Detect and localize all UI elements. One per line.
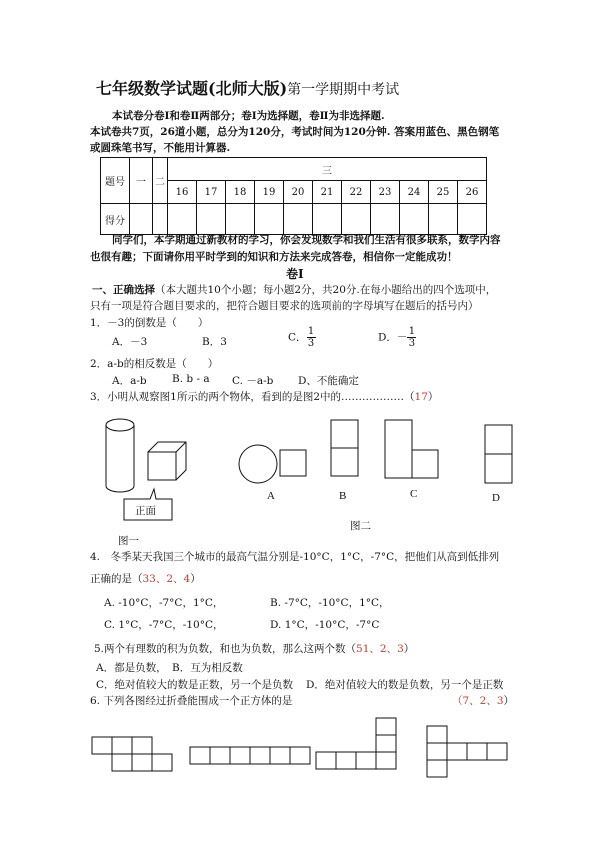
figure-2-caption: 图二 xyxy=(350,520,371,532)
q5-option-a: A．都是负数， xyxy=(96,662,167,674)
section-title: 卷Ⅰ xyxy=(286,267,304,281)
title-main: 七年级数学试题(北师大版) xyxy=(96,79,288,98)
encouragement-line-2: 也很有趣；下面请你用平时学到的知识和方法来完成答卷，相信你一定能成功！ xyxy=(90,251,458,263)
label-c: C xyxy=(410,488,418,500)
row-label-score: 得分 xyxy=(101,204,130,235)
figure-1-caption: 图一 xyxy=(118,535,139,547)
q4-option-b: B. -7°C，-10°C，1°C， xyxy=(270,597,390,609)
q2-option-c: C. －a-b xyxy=(232,375,274,387)
title-sub: 第一学期期中考试 xyxy=(287,82,400,98)
part1-desc-2: 只有一项是符合题目要求的，把符合题目要求的选项前的字母填写在题后的括号内） xyxy=(90,300,479,312)
q2-stem: 2．a-b的相反数是（ ） xyxy=(90,358,219,370)
col-part-1: 一 xyxy=(130,158,153,204)
q4-answer: 33、2、4 xyxy=(142,573,191,585)
instruction-line-1: 本试卷分卷Ⅰ和卷Ⅱ两部分；卷Ⅰ为选择题，卷Ⅱ为非选择题. xyxy=(112,110,385,122)
fraction-one-third: $\frac{1}{3}$ xyxy=(307,326,315,349)
q4-line-1: 4. 冬季某天我国三个城市的最高气温分别是-10°C，1°C，-7°C，把他们从高到低排列 xyxy=(90,551,500,563)
label-a: A xyxy=(267,490,275,502)
label-b: B xyxy=(339,490,347,502)
question-number-cell: 21 xyxy=(313,181,342,204)
q5-option-b: B．互为相反数 xyxy=(172,662,243,674)
question-number-cell: 19 xyxy=(255,181,284,204)
question-number-cell: 16 xyxy=(168,181,197,204)
q3-stem-line: 3．小明从观察图1所示的两个物体，看到的是图2中的………………（17） xyxy=(90,391,439,403)
question-number-cell: 23 xyxy=(371,181,400,204)
q1-option-d: D．－ $\frac{1}{3}$ xyxy=(378,326,416,349)
question-number-cell: 20 xyxy=(284,181,313,204)
q5-stem-line: 5.两个有理数的积为负数，和也为负数，那么这两个数（51、2、3） xyxy=(94,643,415,655)
q4-line-2: 正确的是（33、2、4） xyxy=(90,573,201,585)
q5-answer: 51、2、3 xyxy=(356,643,404,655)
row-label-number: 题号 xyxy=(101,158,130,204)
question-number-cell: 18 xyxy=(226,181,255,204)
q1-option-b: B．3 xyxy=(202,336,227,348)
front-view-label: 正面 xyxy=(135,505,156,517)
q5-option-c: C．绝对值较大的数是正数，另一个是负数 xyxy=(96,679,294,691)
option-d-shape xyxy=(485,425,512,483)
question-number-cell: 22 xyxy=(342,181,371,204)
col-part-2: 二 xyxy=(153,158,168,204)
net-1 xyxy=(92,737,172,771)
net-2 xyxy=(190,747,310,764)
q6-answer: （7、2、3 xyxy=(452,695,504,707)
q1-stem: 1．－3的倒数是（ ） xyxy=(90,317,209,329)
q2-option-d: D、不能确定 xyxy=(298,375,359,387)
q4-option-c: C. 1°C，-7°C，-10°C， xyxy=(104,619,224,631)
net-3 xyxy=(316,718,396,769)
q2-option-a: A．a-b xyxy=(112,375,147,387)
encouragement-line-1: 同学们，本学期通过新教材的学习，你会发现数学和我们生活有很多联系，数学内容 xyxy=(112,234,501,246)
net-4 xyxy=(427,726,507,777)
q3-answer: 17 xyxy=(414,391,428,403)
q4-option-a: A. -10°C，-7°C，1°C， xyxy=(104,597,224,609)
col-part-3: 三 xyxy=(168,158,487,181)
option-c-shape xyxy=(385,420,438,478)
q4-option-d: D. 1°C，-10°C，-7°C xyxy=(270,619,380,631)
question-number-cell: 26 xyxy=(458,181,487,204)
question-number-cell: 24 xyxy=(400,181,429,204)
q2-option-b: B. b - a xyxy=(172,373,210,385)
instruction-line-3: 或圆珠笔书写，不能用计算器. xyxy=(90,142,231,154)
q6-stem: 6. 下列各图经过折叠能围成一个正方体的是 xyxy=(90,695,293,707)
fraction-one-third: $\frac{1}{3}$ xyxy=(408,326,416,349)
q6-answer-line: （7、2、3） xyxy=(452,695,515,707)
part1-heading: 一、正确选择 xyxy=(92,284,155,296)
q5-option-d: D．绝对值较大的数是负数，另一个是正数 xyxy=(306,679,504,691)
instruction-line-2: 本试卷共7页，26道小题，总分为120分，考试时间为120分钟. 答案用蓝色、黑色钢笔 xyxy=(90,126,500,138)
question-number-cell: 25 xyxy=(429,181,458,204)
q1-option-a: A．－3 xyxy=(112,336,148,348)
part1-desc-1: （本大题共10个小题；每小题2分，共20分.在每小题给出的四个选项中， xyxy=(155,284,497,296)
label-d: D xyxy=(492,492,500,504)
question-number-cell: 17 xyxy=(197,181,226,204)
option-a-shape xyxy=(239,445,306,483)
cylinder-figure xyxy=(106,419,134,492)
cube-figure xyxy=(148,442,186,480)
q1-option-c: C． $\frac{1}{3}$ xyxy=(288,326,315,349)
option-b-shape xyxy=(331,420,358,476)
